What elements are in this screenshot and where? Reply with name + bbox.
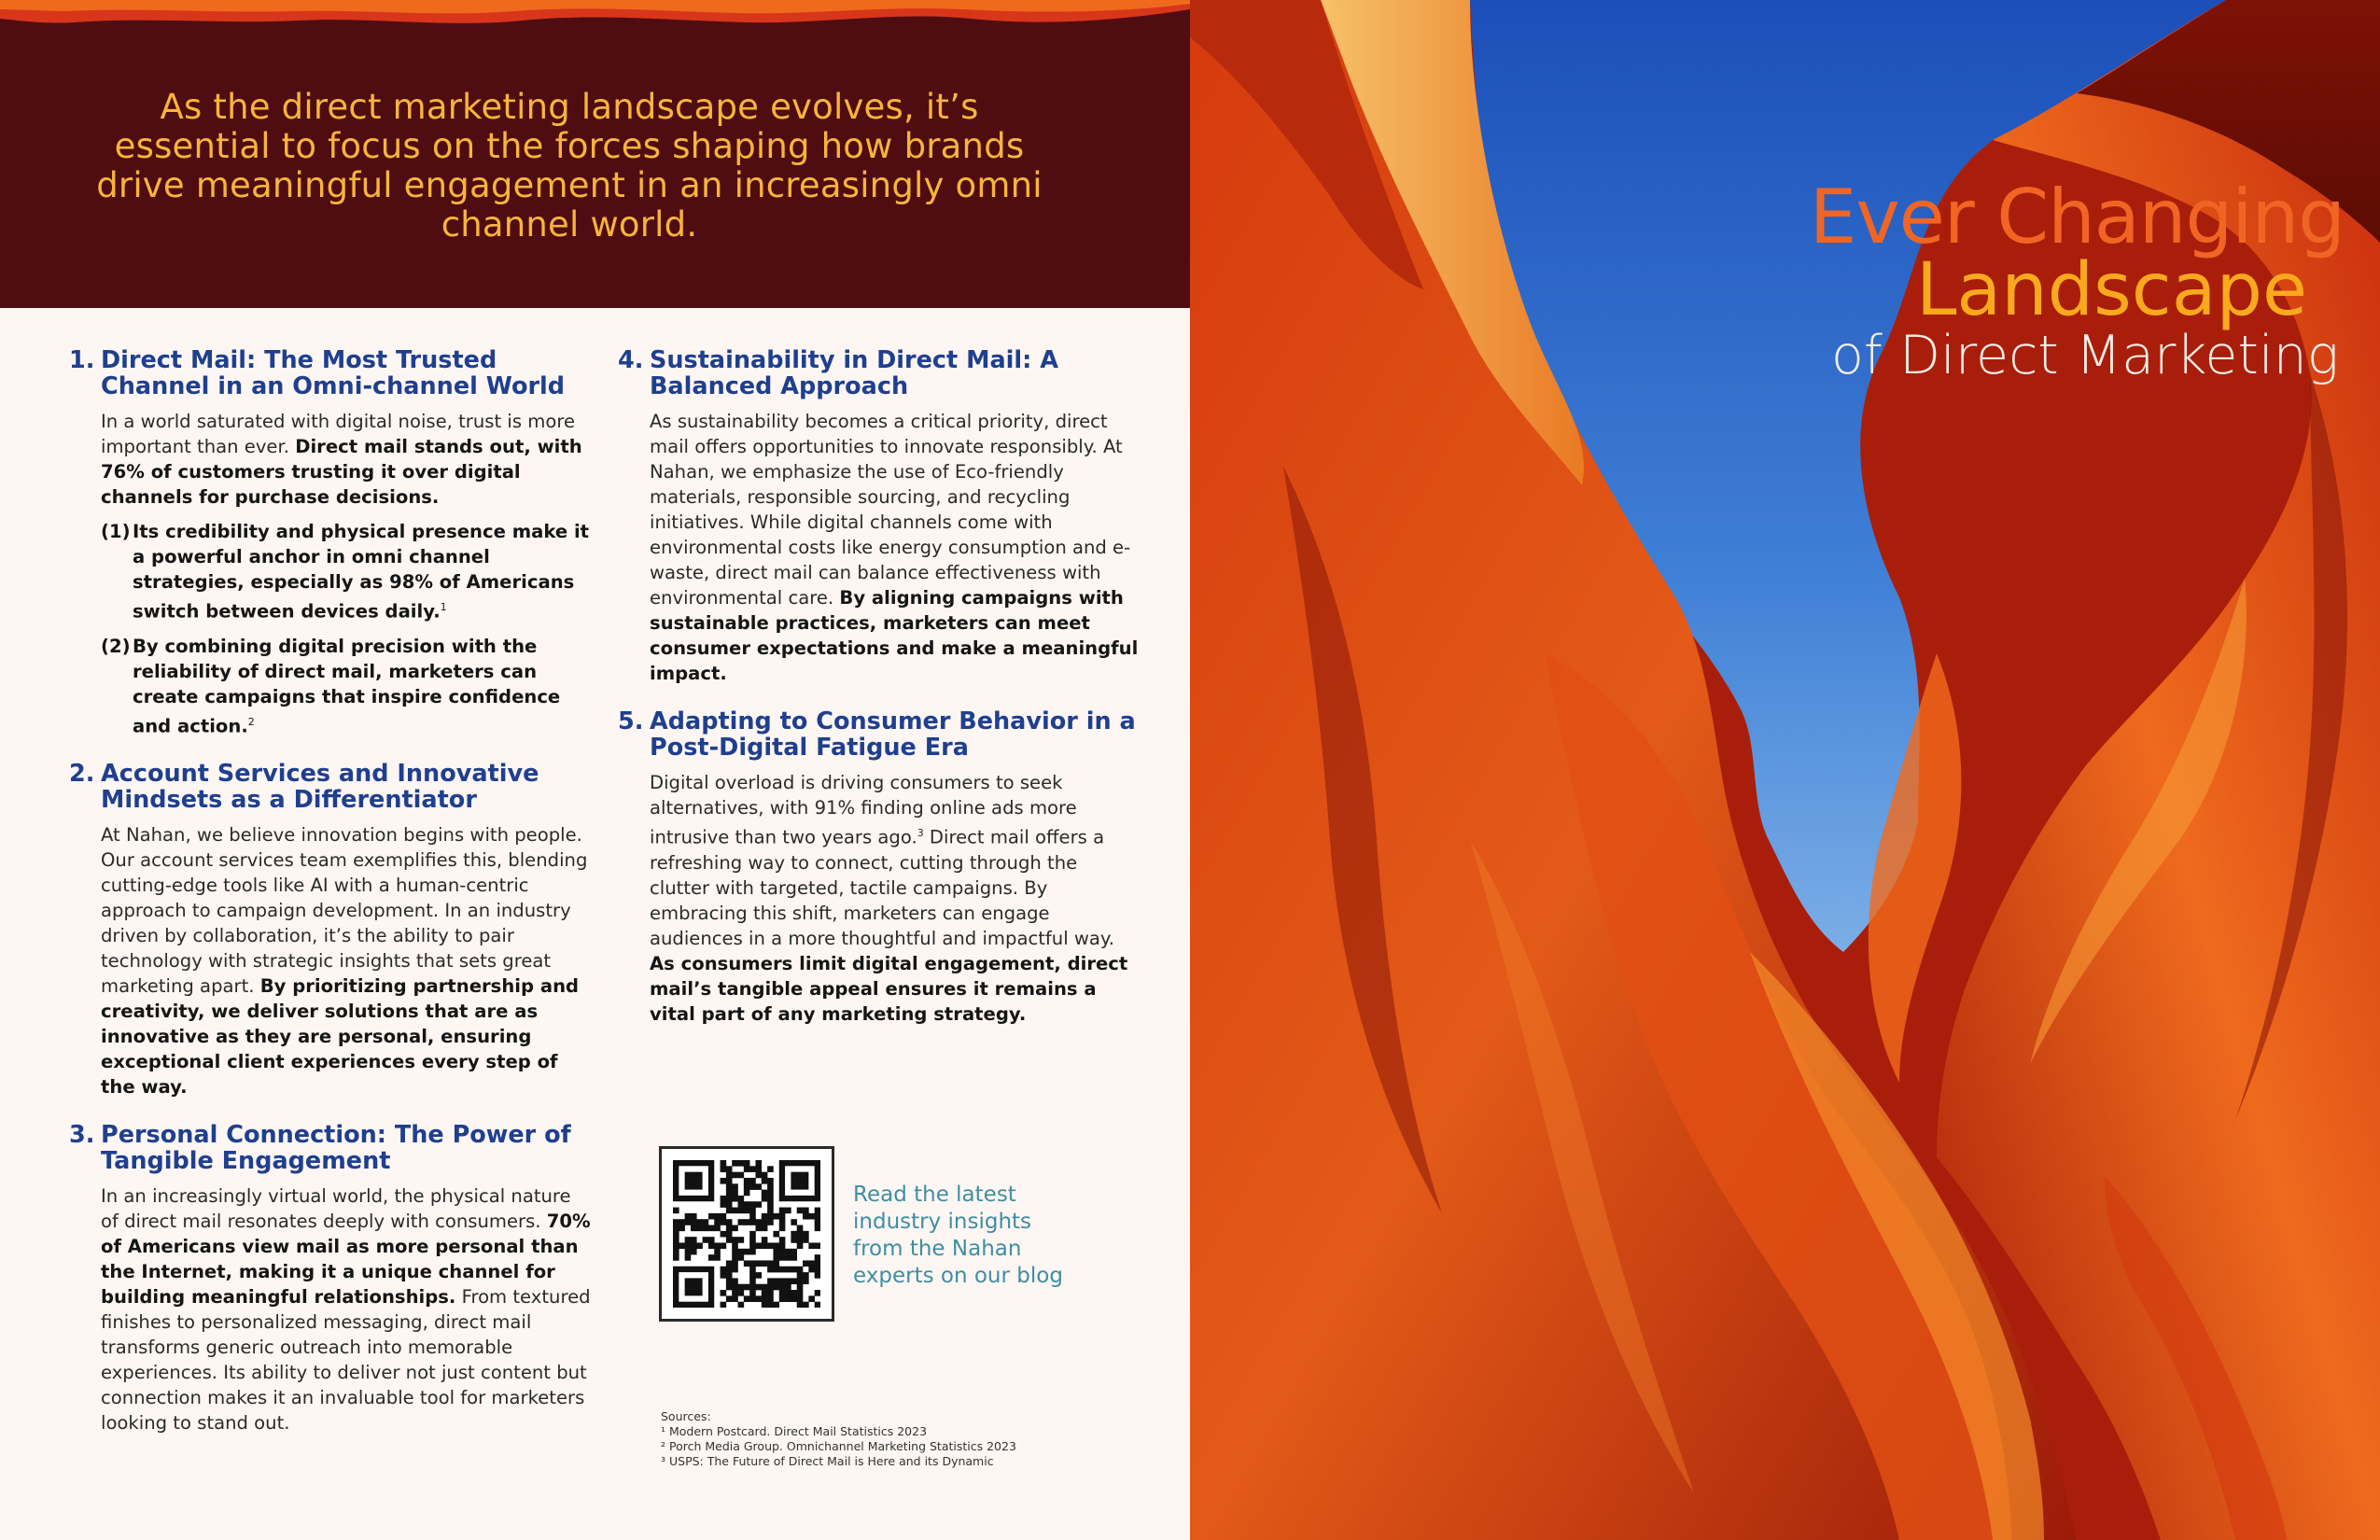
body-bold-text: By aligning campaigns with sustainable practices, marketers can meet consumer expectations and make a meaningful impact. bbox=[650, 587, 1139, 684]
body-text: Direct mail offers a refreshing way to connect, cutting through the clutter with targeted, tactile campaigns. By embracing this shift, marketers can engage audiences in a more thoughtful and impactful way. bbox=[650, 826, 1114, 949]
section-number: 5. bbox=[618, 707, 644, 735]
section-1 bbox=[69, 347, 592, 738]
body-text: At Nahan, we believe innovation begins with people. Our account services team exemplifies this, blending cutting-edge tools like AI with a human-centric approach to campaign development. In an industry driven by collaboration, it’s the ability to pair technology with strategic insights that sets great marketing apart. bbox=[101, 824, 588, 998]
banner-wave-decoration bbox=[0, 0, 1190, 37]
footnote-ref: 1 bbox=[440, 601, 447, 613]
title-line-3: of Direct Marketing bbox=[1831, 325, 2339, 386]
section-5-heading bbox=[618, 708, 1141, 761]
section-number: 1. bbox=[69, 346, 95, 374]
section-title: Account Services and Innovative Mindsets as a Differentiator bbox=[101, 760, 539, 815]
section-1-heading bbox=[69, 347, 592, 399]
section-5-body bbox=[650, 770, 1141, 1027]
source-item: ³ USPS: The Future of Direct Mail is Here and its Dynamic bbox=[661, 1454, 994, 1468]
source-item: ² Porch Media Group. Omnichannel Marketing Statistics 2023 bbox=[661, 1439, 1016, 1453]
right-column bbox=[618, 347, 1141, 1049]
section-2-body bbox=[101, 822, 592, 1099]
body-text: In an increasingly virtual world, the physical nature of direct mail resonates deeply with consumers. bbox=[101, 1185, 571, 1233]
body-text: As sustainability becomes a critical priority, direct mail offers opportunities to innovate responsibly. At Nahan, we emphasize the use of Eco-friendly materials, responsible sourcing, and recycling initiatives. While digital channels come with environmental costs like energy consumption and e-waste, direct mail can balance effectiveness with environmental care. bbox=[650, 411, 1131, 609]
section-4 bbox=[618, 347, 1141, 686]
list-item-text: Its credibility and physical presence make it a powerful anchor in omni channel strategies, especially as 98% of Americans switch between devices daily.$^1$ bbox=[133, 521, 590, 623]
section-4-body bbox=[650, 409, 1141, 686]
footnote-ref: 3 bbox=[917, 827, 924, 839]
brochure-title bbox=[1635, 174, 2345, 386]
intro-banner bbox=[0, 0, 1190, 308]
sources-label: Sources: bbox=[661, 1409, 711, 1423]
body-bold-text: By prioritizing partnership and creativity, we deliver solutions that are as innovative as they are personal, ensuring exceptional client experiences every step of the way. bbox=[101, 975, 580, 1099]
body-bold-text: Direct mail stands out, with 76% of customers trusting it over digital channels for purchase decisions. bbox=[101, 436, 582, 508]
section-title: Sustainability in Direct Mail: A Balanced Approach bbox=[650, 346, 1058, 400]
body-bold-text: 70% of Americans view mail as more personal than the Internet, making it a unique channel for building meaningful relationships. bbox=[101, 1211, 591, 1309]
qr-code-pattern bbox=[673, 1160, 820, 1308]
list-item bbox=[101, 519, 592, 624]
list-item-number: (1) bbox=[101, 521, 131, 542]
list-item-number: (2) bbox=[101, 635, 131, 657]
right-page bbox=[1190, 0, 2380, 1540]
section-title: Personal Connection: The Power of Tangible Engagement bbox=[101, 1121, 571, 1176]
section-5 bbox=[618, 708, 1141, 1027]
section-1-body bbox=[101, 409, 592, 738]
title-line-1: Ever Changing bbox=[1809, 174, 2345, 260]
section-title: Adapting to Consumer Behavior in a Post-Digital Fatigue Era bbox=[650, 707, 1136, 762]
qr-code[interactable] bbox=[659, 1146, 834, 1322]
section-3-heading bbox=[69, 1122, 592, 1174]
intro-text: As the direct marketing landscape evolves, it’s essential to focus on the forces shaping how brands drive meaningful engagement in an increasingly omni channel world. bbox=[96, 87, 1043, 245]
body-text: In a world saturated with digital noise, trust is more important than ever. bbox=[101, 411, 576, 457]
section-number: 2. bbox=[69, 760, 95, 789]
section-number: 4. bbox=[618, 346, 644, 374]
section-3-body bbox=[101, 1183, 592, 1435]
title-line-2: Landscape bbox=[1915, 248, 2307, 332]
body-text: From textured finishes to personalized messaging, direct mail transforms generic outreach into memorable experiences. Its ability to deliver not just content but connection makes it an invaluable tool for marketers looking to stand out. bbox=[101, 1286, 591, 1435]
section-title: Direct Mail: The Most Trusted Channel in an Omni-channel World bbox=[101, 346, 566, 400]
list-item-text: By combining digital precision with the reliability of direct mail, marketers can create campaigns that inspire confidence and action.$^2$ bbox=[133, 635, 561, 737]
sources bbox=[661, 1409, 1165, 1469]
left-column bbox=[69, 347, 592, 1458]
footnote-ref: 2 bbox=[247, 715, 255, 728]
section-2-heading bbox=[69, 761, 592, 813]
body-text: Digital overload is driving consumers to seek alternatives, with 91% finding online ads more intrusive than two years ago. bbox=[650, 772, 1077, 848]
section-4-heading bbox=[618, 347, 1141, 399]
qr-caption[interactable]: Read the latest industry insights from the Nahan experts on our blog bbox=[853, 1183, 1063, 1288]
list-item bbox=[101, 634, 592, 739]
section-3 bbox=[69, 1122, 592, 1435]
section-2 bbox=[69, 761, 592, 1099]
body-bold-text: As consumers limit digital engagement, direct mail’s tangible appeal ensures it remains a vital part of any marketing strategy. bbox=[650, 952, 1128, 1025]
section-number: 3. bbox=[69, 1121, 95, 1150]
source-item: ¹ Modern Postcard. Direct Mail Statistics 2023 bbox=[661, 1424, 928, 1438]
